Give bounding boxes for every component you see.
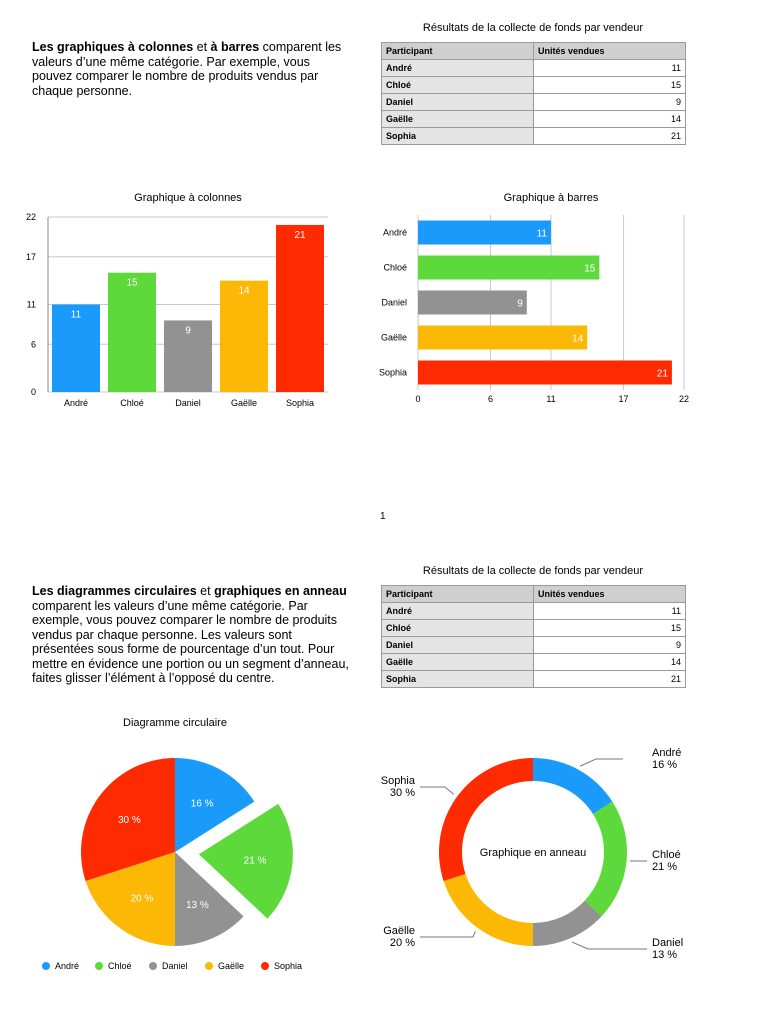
segment-name: André: [652, 747, 682, 759]
bar: [418, 326, 587, 350]
x-tick-label: Daniel: [175, 398, 201, 408]
units-cell: 11: [534, 603, 686, 620]
units-cell: 11: [534, 60, 686, 77]
units-cell: 21: [534, 128, 686, 145]
intro2-text-2: comparent les valeurs d’une même catégorie. Par exemple, vous pouvez comparer le nombre de produits vendus par chaque personne. Les valeurs sont présentées sous forme de pourcentage d’un tout. Pour mettre en évidence une portion ou un segment d’anneau, faites glisser l’élément à l’opposé du centre.: [32, 598, 349, 685]
x-tick-label: 6: [488, 394, 494, 404]
leader-line: [420, 787, 454, 794]
table-row: [382, 111, 686, 128]
leader-line: [580, 759, 623, 766]
intro2-bold-2: graphiques en anneau: [214, 584, 347, 598]
x-tick-label: Chloé: [120, 398, 144, 408]
segment-percent: 16 %: [652, 759, 678, 771]
intro-text-2: comparent les valeurs d’une même catégorie. Par exemple, vous pouvez comparer le nombre de produits vendus par chaque personne.: [32, 40, 342, 98]
bar-chart-title: Graphique à barres: [503, 192, 599, 204]
units-cell: 9: [534, 637, 686, 654]
participant-cell: Daniel: [382, 637, 534, 654]
x-tick-label: Gaëlle: [230, 398, 258, 408]
donut-chart: [360, 740, 740, 980]
legend-label: Sophia: [274, 961, 303, 971]
donut-title: Graphique en anneau: [479, 847, 587, 859]
legend-swatch: [261, 962, 269, 970]
table-row: [382, 603, 686, 620]
y-tick-label: André: [382, 227, 407, 238]
participant-cell: Daniel: [382, 94, 534, 111]
legend-swatch: [95, 962, 103, 970]
legend-swatch: [149, 962, 157, 970]
data-label: 14: [238, 285, 250, 297]
segment-name: Chloé: [652, 849, 681, 861]
data-label: 11: [70, 309, 82, 321]
column-header: Unités vendues: [534, 586, 686, 603]
participant-cell: Gaëlle: [382, 111, 534, 128]
legend-swatch: [42, 962, 50, 970]
participant-cell: Chloé: [382, 620, 534, 637]
bar: [418, 291, 527, 315]
segment-percent: 20 %: [389, 937, 415, 949]
y-tick-label: 0: [30, 387, 36, 397]
donut-segment: [585, 802, 627, 917]
column-header: Unités vendues: [534, 43, 686, 60]
units-cell: 9: [534, 94, 686, 111]
table-row: [382, 60, 686, 77]
table-row: [382, 620, 686, 637]
legend-label: Gaëlle: [218, 961, 245, 971]
units-cell: 15: [534, 620, 686, 637]
table-row: [382, 94, 686, 111]
intro2-text-1: et: [196, 584, 215, 598]
bar: [220, 281, 268, 392]
intro2-bold-1: Les diagrammes circulaires: [32, 584, 197, 598]
bar-chart: [365, 210, 705, 410]
y-tick-label: 6: [30, 339, 36, 350]
units-cell: 15: [534, 77, 686, 94]
y-tick-label: 22: [25, 212, 36, 222]
y-tick-label: Gaëlle: [380, 332, 407, 343]
y-tick-label: Daniel: [381, 297, 407, 308]
data-label: 11: [536, 228, 547, 240]
x-tick-label: Sophia: [285, 398, 315, 408]
bar: [418, 361, 672, 385]
table-row: [382, 654, 686, 671]
segment-name: Sophia: [380, 775, 415, 787]
x-tick-label: 17: [618, 394, 629, 404]
participant-cell: Sophia: [382, 128, 534, 145]
participant-cell: André: [382, 603, 534, 620]
legend-label: André: [55, 961, 80, 971]
results-table: [381, 42, 686, 145]
segment-name: Gaëlle: [383, 925, 415, 937]
data-label: 15: [584, 263, 596, 275]
y-tick-label: Sophia: [378, 367, 407, 378]
slice-label: 30 %: [117, 814, 141, 826]
table-title-2: Résultats de la collecte de fonds par vendeur: [422, 565, 644, 577]
donut-segment: [533, 901, 602, 946]
segment-percent: 21 %: [652, 861, 678, 873]
table-header-row: [382, 586, 686, 603]
x-tick-label: André: [63, 398, 89, 408]
leader-line: [572, 942, 647, 949]
data-label: 21: [656, 368, 668, 380]
intro-text-1: et: [193, 40, 211, 54]
slice-label: 20 %: [130, 893, 154, 905]
data-label: 21: [294, 229, 306, 241]
intro-bold-1: Les graphiques à colonnes: [32, 40, 194, 54]
table-row: [382, 671, 686, 688]
slice-label: 21 %: [243, 855, 267, 867]
slice-label: 13 %: [186, 899, 209, 911]
y-tick-label: 11: [26, 299, 36, 310]
table-header-row: [382, 43, 686, 60]
intro-bold-2: à barres: [210, 40, 260, 54]
units-cell: 21: [534, 671, 686, 688]
table-title: Résultats de la collecte de fonds par vendeur: [422, 22, 644, 34]
pie-chart-title: Diagramme circulaire: [123, 717, 227, 729]
column-header: Participant: [382, 586, 534, 603]
segment-percent: 13 %: [652, 949, 678, 961]
participant-cell: Gaëlle: [382, 654, 534, 671]
units-cell: 14: [534, 111, 686, 128]
table-row: [382, 128, 686, 145]
results-table-2: [381, 585, 686, 688]
slice-label: 16 %: [190, 798, 214, 810]
y-tick-label: 17: [25, 251, 36, 262]
page-number: 1: [380, 511, 386, 522]
data-label: 14: [572, 333, 584, 345]
table-row: [382, 77, 686, 94]
bar: [108, 273, 156, 392]
legend-label: Chloé: [108, 961, 132, 971]
bar: [418, 256, 599, 280]
donut-segment: [533, 758, 612, 814]
x-tick-label: 0: [415, 394, 421, 404]
pie-chart: [0, 740, 340, 980]
segment-name: Daniel: [652, 937, 684, 949]
participant-cell: André: [382, 60, 534, 77]
participant-cell: Sophia: [382, 671, 534, 688]
donut-segment: [444, 874, 533, 946]
x-tick-label: 11: [546, 394, 556, 404]
units-cell: 14: [534, 654, 686, 671]
x-tick-label: 22: [678, 394, 690, 404]
column-chart: [20, 208, 340, 418]
column-header: Participant: [382, 43, 534, 60]
legend-swatch: [205, 962, 213, 970]
data-label: 9: [185, 325, 191, 337]
table-row: [382, 637, 686, 654]
data-label: 15: [126, 277, 138, 289]
y-tick-label: Chloé: [383, 262, 407, 273]
intro-paragraph-1: [32, 40, 352, 98]
data-label: 9: [517, 298, 523, 310]
bar: [276, 225, 324, 392]
legend-label: Daniel: [162, 961, 188, 971]
bar: [418, 221, 551, 245]
leader-line: [420, 931, 475, 937]
participant-cell: Chloé: [382, 77, 534, 94]
segment-percent: 30 %: [389, 787, 415, 799]
intro-paragraph-2: [32, 584, 352, 686]
column-chart-title: Graphique à colonnes: [134, 192, 242, 204]
donut-segment: [439, 758, 533, 881]
